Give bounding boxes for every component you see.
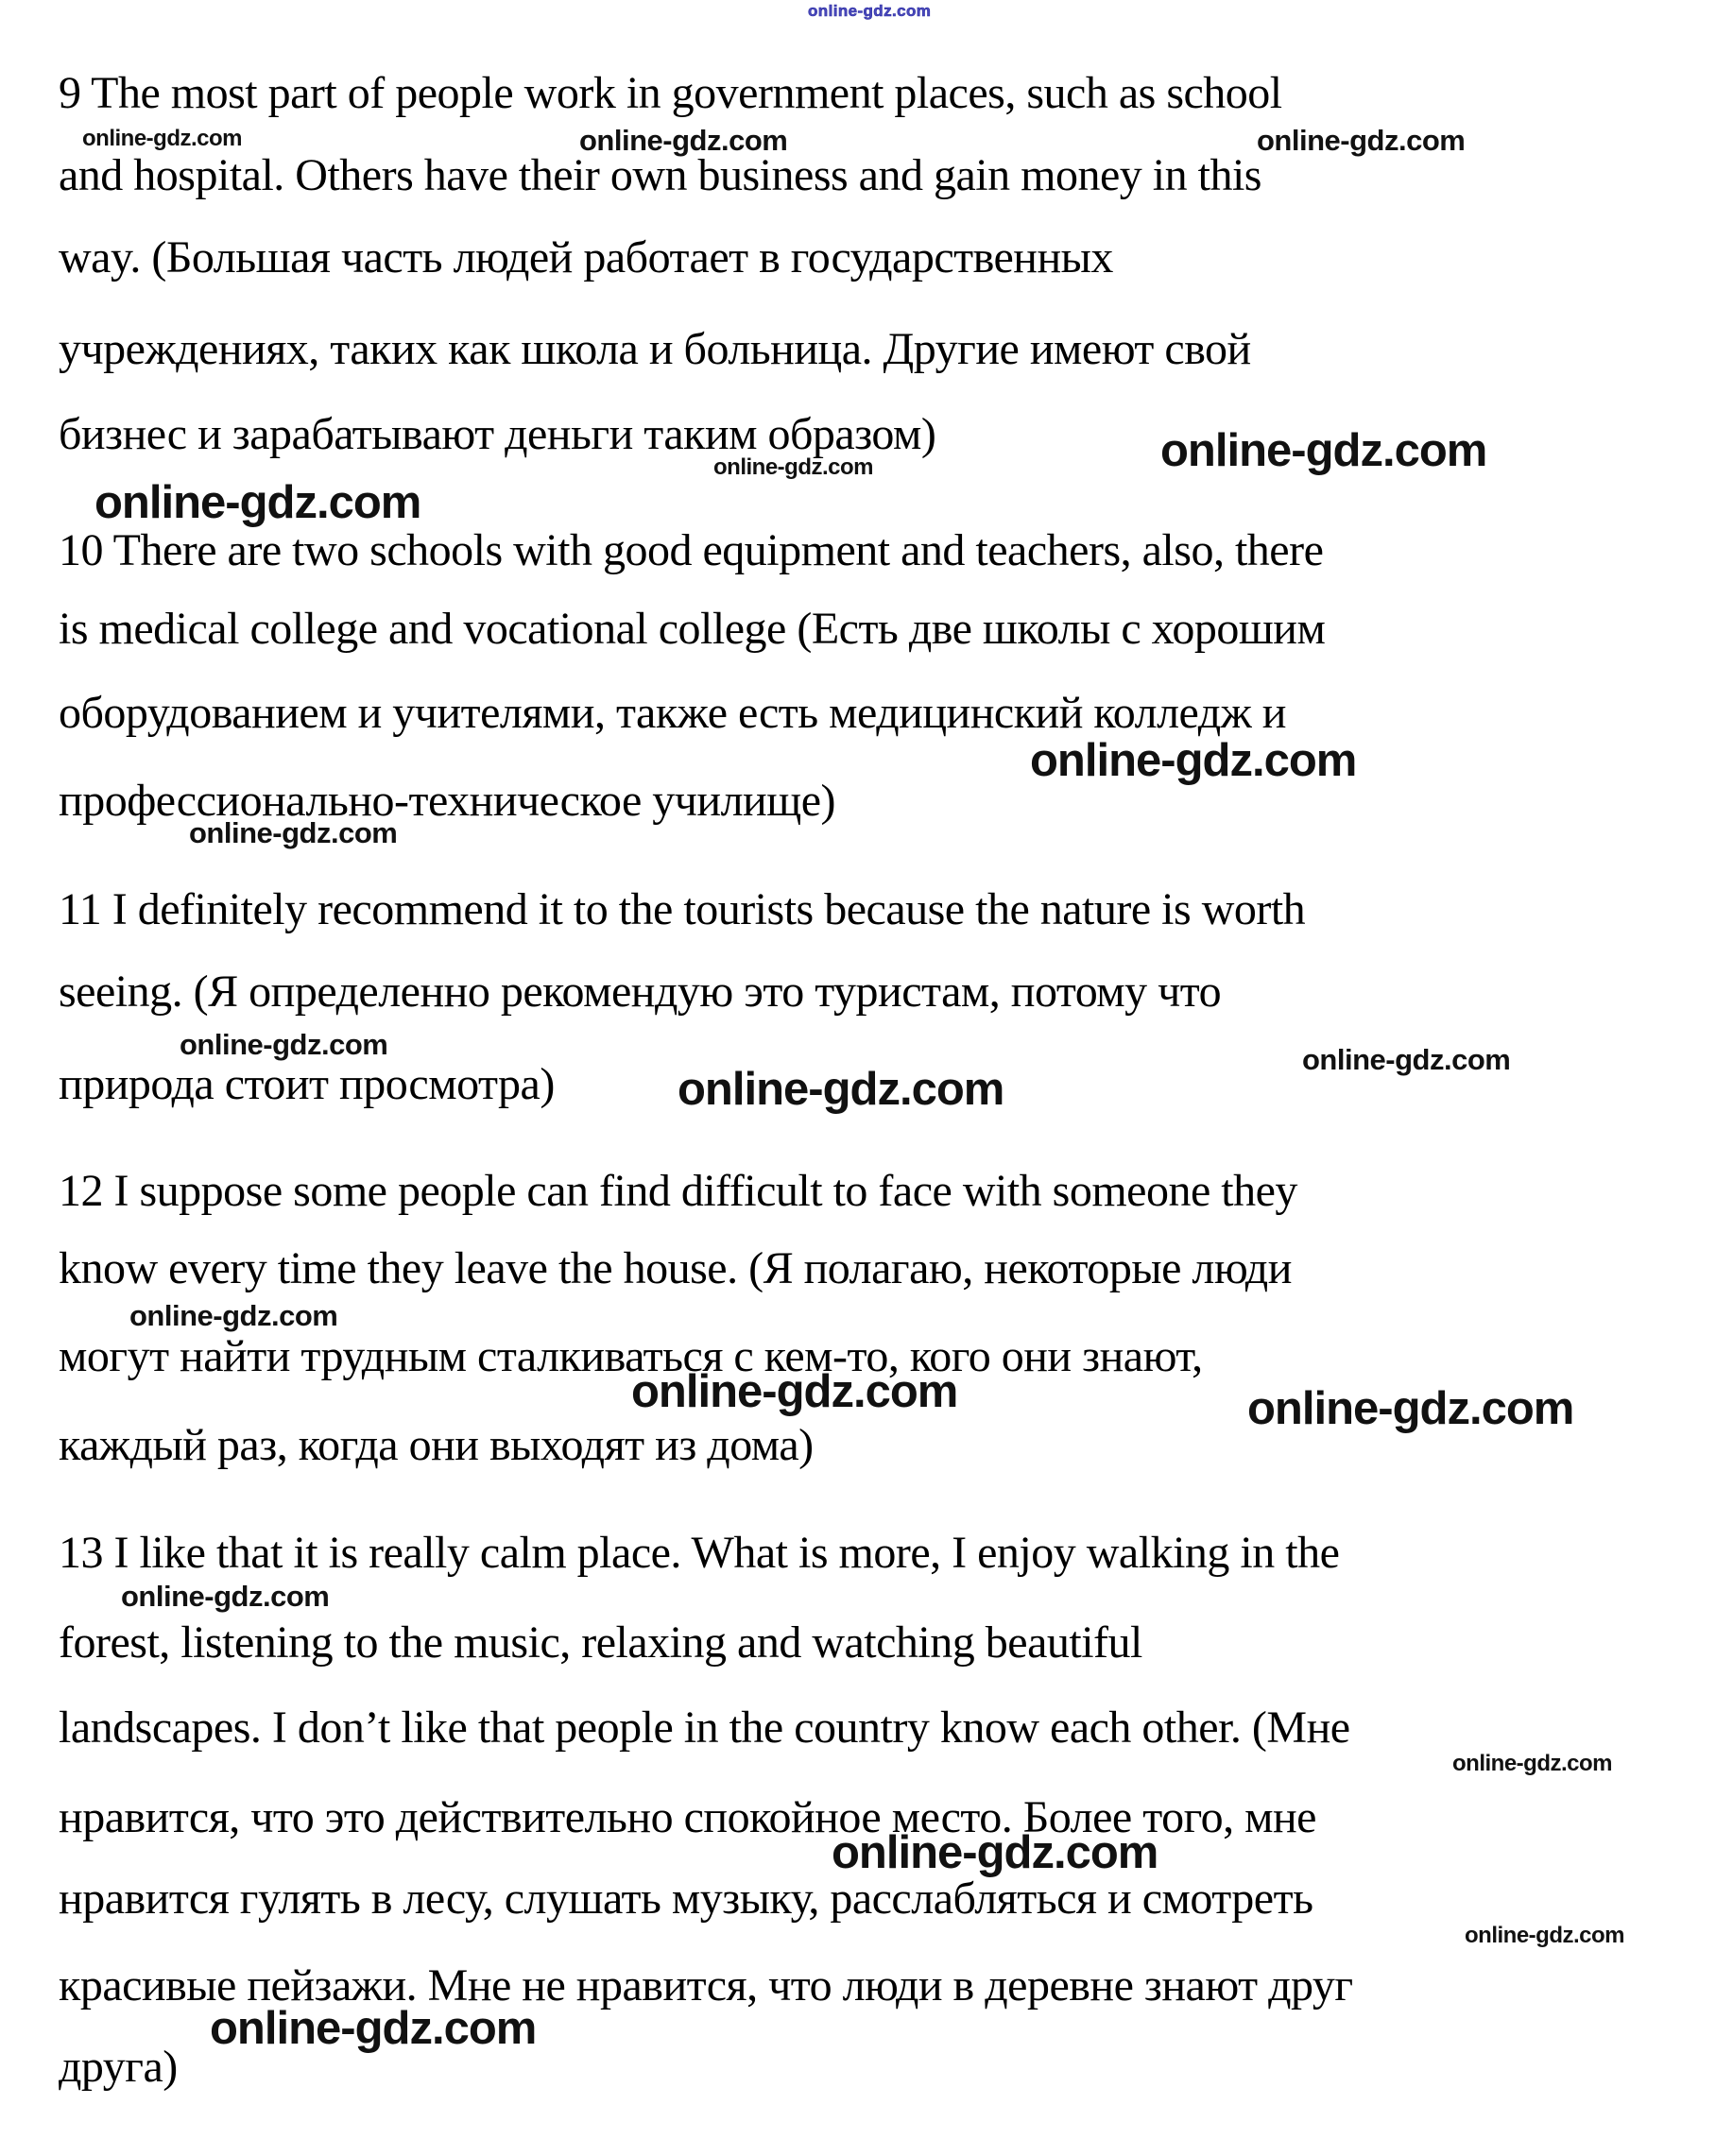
watermark-stamp: online-gdz.com [121,1580,330,1613]
watermark-stamp: online-gdz.com [678,1064,1004,1115]
watermark-stamp: online-gdz.com [82,126,242,151]
answer-line: могут найти трудным сталкиваться с кем-то, кого они знают, [59,1331,1203,1381]
answer-line: 12 I suppose some people can find difficult to face with someone they [59,1166,1297,1216]
watermark-stamp: online-gdz.com [1030,735,1357,786]
answer-line: учреждениях, таких как школа и больница. Другие имеют свой [59,324,1251,374]
watermark-stamp: online-gdz.com [1257,124,1466,157]
answer-line: друга) [59,2042,178,2092]
watermark-stamp: online-gdz.com [1247,1383,1574,1434]
answer-line: нравится гулять в лесу, слушать музыку, расслабляться и смотреть [59,1874,1313,1924]
answer-line: and hospital. Others have their own business and gain money in this [59,150,1261,200]
answer-line: профессионально-техническое училище) [59,776,835,826]
watermark-stamp: online-gdz.com [1452,1751,1612,1776]
watermark-stamp: online-gdz.com [189,816,398,849]
watermark-stamp: online-gdz.com [631,1366,958,1417]
watermark-stamp: online-gdz.com [713,454,873,480]
watermark-stamp: online-gdz.com [832,1827,1158,1878]
watermark-stamp: online-gdz.com [579,124,788,157]
answer-line: природа стоит просмотра) [59,1059,555,1109]
answer-line: know every time they leave the house. (Я полагаю, некоторые люди [59,1243,1292,1293]
watermark-stamp: online-gdz.com [1302,1043,1511,1076]
answer-line: бизнес и зарабатывают деньги таким образом) [59,409,936,459]
answer-line: 10 There are two schools with good equipment and teachers, also, there [59,525,1324,575]
answer-line: 11 I definitely recommend it to the tourists because the nature is worth [59,884,1306,934]
answer-line: way. (Большая часть людей работает в государственных [59,232,1113,282]
watermark-stamp: online-gdz.com [1160,425,1487,476]
answer-line: is medical college and vocational college (Есть две школы с хорошим [59,604,1326,654]
answer-line: каждый раз, когда они выходят из дома) [59,1420,814,1470]
watermark-stamp: online-gdz.com [94,477,421,528]
watermark-stamp: online-gdz.com [180,1028,388,1061]
answer-line: landscapes. I don’t like that people in the country know each other. (Мне [59,1703,1350,1753]
answer-line: красивые пейзажи. Мне не нравится, что люди в деревне знают друг [59,1960,1353,2011]
site-watermark-blue: online-gdz.com [808,2,932,20]
answer-line: оборудованием и учителями, также есть медицинский колледж и [59,688,1286,738]
answer-line: forest, listening to the music, relaxing and watching beautiful [59,1617,1142,1668]
watermark-stamp: online-gdz.com [129,1299,338,1332]
answer-line: нравится, что это действительно спокойное место. Более того, мне [59,1792,1316,1842]
watermark-stamp: online-gdz.com [1465,1923,1624,1948]
answer-line: 13 I like that it is really calm place. What is more, I enjoy walking in the [59,1528,1340,1578]
answer-line: 9 The most part of people work in government places, such as school [59,68,1282,118]
watermark-stamp: online-gdz.com [210,2003,537,2054]
answer-line: seeing. (Я определенно рекомендую это туристам, потому что [59,967,1222,1017]
